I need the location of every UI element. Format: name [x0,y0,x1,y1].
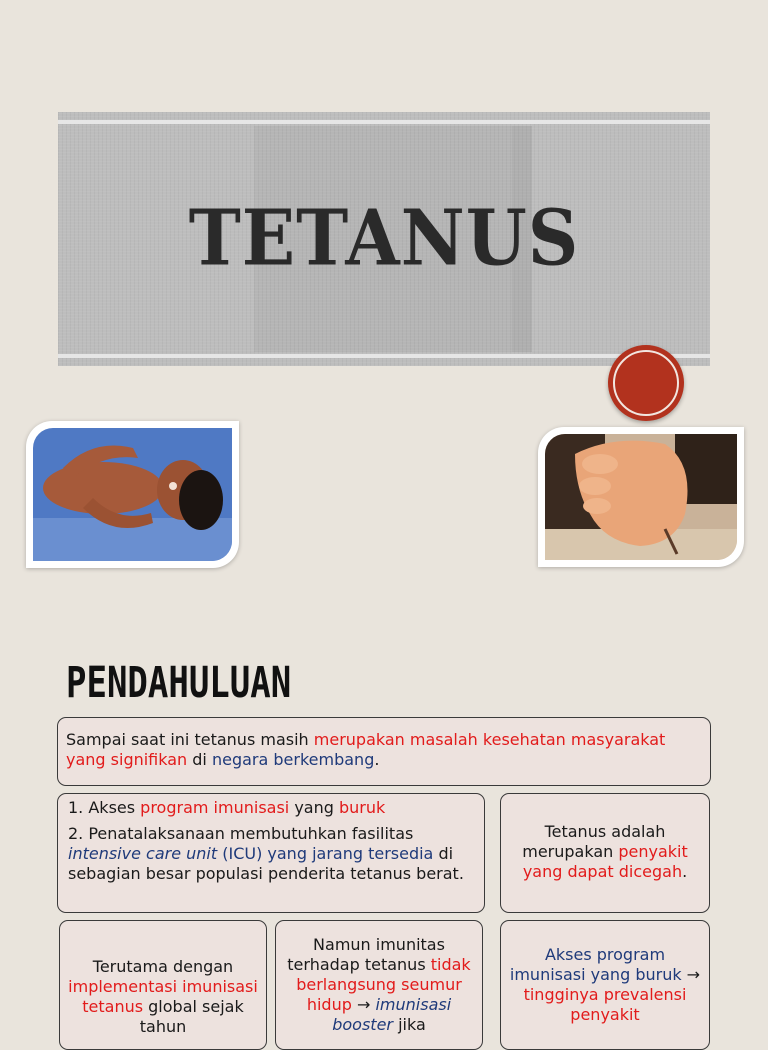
foot-nail-photo [538,427,744,567]
title-banner [58,112,710,366]
intro-text-5: . [374,750,380,769]
intro-text-3: di [187,750,212,769]
list-item-2-text-1: 2. Penatalaksanaan membutuhkan fasilitas [68,824,414,843]
implementation-box [59,920,267,1050]
definition-box [500,793,710,913]
intro-text-1: Sampai saat ini tetanus masih [66,730,314,749]
access-box [500,920,710,1050]
definition-highlight: penyakit yang dapat dicegah [522,842,688,881]
causes-list-box [57,793,485,913]
definition-text-1: Tetanus adalah merupakan [522,822,666,861]
section-heading: PENDAHULUAN [66,658,292,708]
list-item-2-icu-term: intensive care unit [68,844,218,863]
list-item-1-highlight-program: program imunisasi [140,798,290,817]
box-c-access: Akses program imunisasi yang buruk [509,945,682,984]
box-c-arrow: → [681,965,701,984]
box-b-booster: imunisasi booster [332,995,452,1034]
box-a-text-3: global sejak tahun [139,997,244,1036]
box-c-highlight: tingginya prevalensi penyakit [523,985,687,1024]
box-b-text-5: jika [393,1015,426,1034]
list-item-1-highlight-poor: buruk [338,798,386,817]
intro-box [57,717,711,786]
box-b-arrow: → [351,995,376,1014]
box-a-highlight: implementasi imunisasi tetanus [68,977,258,1016]
page-title: TETANUS [188,191,580,284]
list-item-1-text-3: yang [289,798,339,817]
intro-highlight-countries: negara berkembang [211,750,375,769]
list-item-2 [68,824,474,884]
list-item-1 [68,798,474,818]
banner-stripe-bottom [58,354,710,358]
box-a-text-1: Terutama dengan [92,957,234,976]
list-item-2-highlight-rare: yang jarang tersedia [267,844,434,863]
banner-stripe-top [58,120,710,124]
intro-highlight-problem: merupakan masalah kesehatan masyarakat yang signifikan [66,730,666,769]
child-tetanus-photo [26,421,239,568]
list-item-2-text-5: di sebagian besar populasi penderita tetanus berat. [68,844,464,883]
list-item-2-text-3: (ICU) [217,844,268,863]
immunity-box [275,920,483,1050]
child-photo-illustration [33,428,232,561]
box-b-text-1: Namun imunitas terhadap tetanus [287,935,445,974]
box-b-highlight: tidak berlangsung seumur hidup [296,955,471,1014]
definition-text-3: . [682,862,688,881]
list-item-1-text-1: 1. Akses [68,798,141,817]
decorative-circle-icon [608,345,684,421]
foot-photo-illustration [545,434,737,560]
